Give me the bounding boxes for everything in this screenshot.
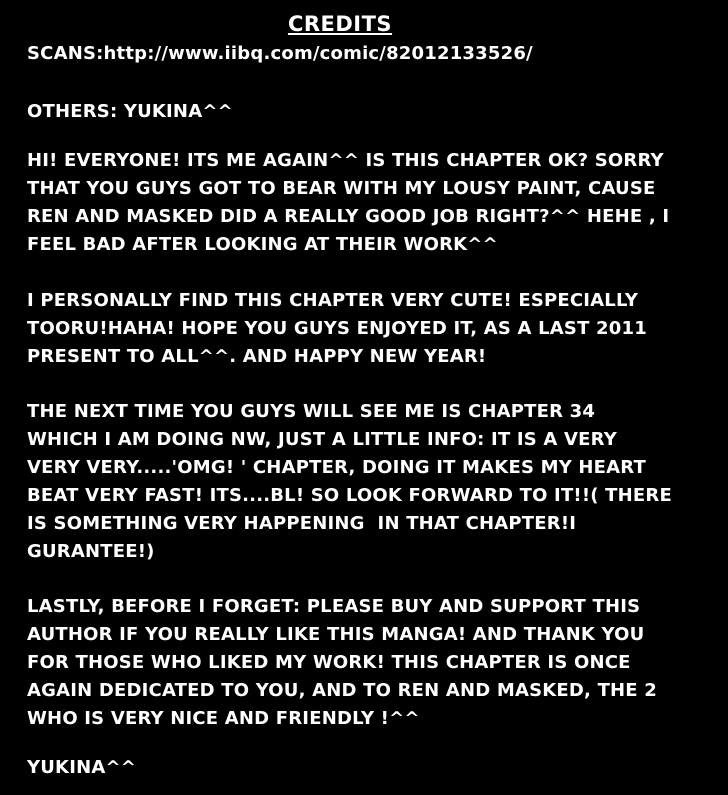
others-line: OTHERS: YUKINA^^	[27, 101, 233, 122]
scans-line: SCANS:http://www.iibq.com/comic/82012133526/	[27, 43, 533, 64]
paragraph-line: AUTHOR IF YOU REALLY LIKE THIS MANGA! AND THANK YOU	[27, 624, 645, 645]
paragraph-line: HI! EVERYONE! ITS ME AGAIN^^ IS THIS CHAPTER OK? SORRY	[27, 150, 664, 171]
paragraph-line: WHO IS VERY NICE AND FRIENDLY !^^	[27, 708, 420, 729]
signature: YUKINA^^	[27, 757, 137, 778]
paragraph-line: LASTLY, BEFORE I FORGET: PLEASE BUY AND SUPPORT THIS	[27, 596, 641, 617]
paragraph-line: THAT YOU GUYS GOT TO BEAR WITH MY LOUSY PAINT, CAUSE	[27, 178, 656, 199]
paragraph-line: PRESENT TO ALL^^. AND HAPPY NEW YEAR!	[27, 346, 487, 367]
paragraph-opinion	[27, 287, 707, 371]
paragraph-line: AGAIN DEDICATED TO YOU, AND TO REN AND MASKED, THE 2	[27, 680, 657, 701]
paragraph-greeting	[27, 147, 707, 259]
paragraph-line: GURANTEE!)	[27, 541, 155, 562]
paragraph-line: I PERSONALLY FIND THIS CHAPTER VERY CUTE! ESPECIALLY	[27, 290, 639, 311]
paragraph-line: REN AND MASKED DID A REALLY GOOD JOB RIGHT?^^ HEHE , I	[27, 206, 670, 227]
paragraph-line: FEEL BAD AFTER LOOKING AT THEIR WORK^^	[27, 234, 498, 255]
paragraph-line: TOORU!HAHA! HOPE YOU GUYS ENJOYED IT, AS A LAST 2011	[27, 318, 647, 339]
credits-title: CREDITS	[287, 12, 393, 36]
paragraph-line: BEAT VERY FAST! ITS....BL! SO LOOK FORWARD TO IT!!( THERE	[27, 485, 672, 506]
paragraph-line: IS SOMETHING VERY HAPPENING IN THAT CHAPTER!I	[27, 513, 577, 534]
paragraph-line: FOR THOSE WHO LIKED MY WORK! THIS CHAPTER IS ONCE	[27, 652, 631, 673]
paragraph-closing	[27, 593, 707, 733]
paragraph-line: THE NEXT TIME YOU GUYS WILL SEE ME IS CHAPTER 34	[27, 401, 596, 422]
paragraph-line: VERY VERY.....'OMG! ' CHAPTER, DOING IT MAKES MY HEART	[27, 457, 647, 478]
paragraph-line: WHICH I AM DOING NW, JUST A LITTLE INFO: IT IS A VERY	[27, 429, 617, 450]
paragraph-next-chapter	[27, 398, 707, 566]
